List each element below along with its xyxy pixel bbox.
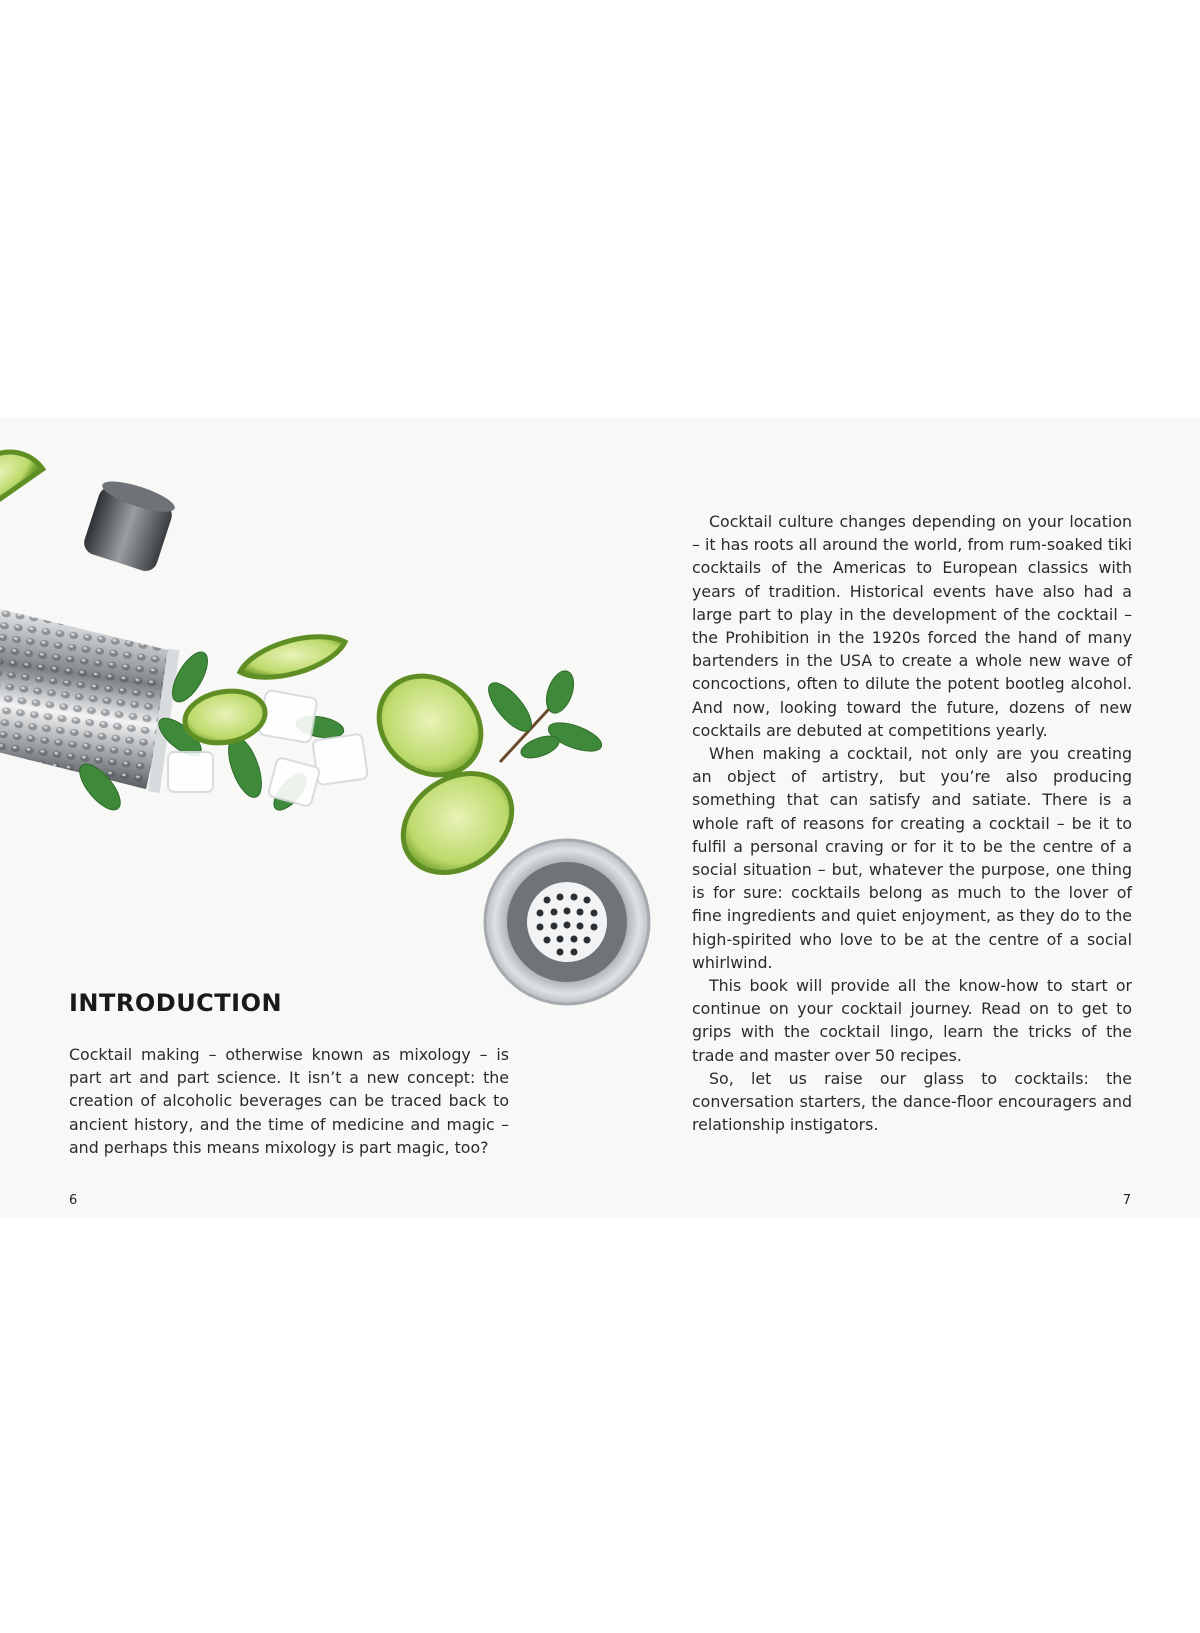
body-paragraph: This book will provide all the know-how to start or continue on your cocktail journey. Read on to get to grips with the cocktail lingo, learn the tricks of the trade and master over 50 recipes. xyxy=(692,976,1132,1065)
intro-paragraph: Cocktail making – otherwise known as mixology – is part art and part science. It isn’t a new concept: the creation of alcoholic beverages can be traced back to ancient history, and the time of medicine and magic – and perhaps this means mixology is part magic, too? xyxy=(69,1045,509,1157)
book-spread xyxy=(0,417,1200,1217)
body-paragraph: When making a cocktail, not only are you creating an object of artistry, but you’re also producing something that can satisfy and satiate. There is a whole raft of reasons for creating a cocktail – be it to fulfil a personal craving or for it to be the centre of a social situation – but, whatever the purpose, one thing is for sure: cocktails belong as much to the lover of fine ingredients and quiet enjoyment, as they do to the high-spirited who love to be at the centre of a social whirlwind. xyxy=(692,744,1132,972)
body-paragraph: So, let us raise our glass to cocktails: the conversation starters, the dance-floor encouragers and relationship instigators. xyxy=(692,1068,1132,1135)
page-title: INTRODUCTION xyxy=(69,989,283,1017)
page-number-right: 7 xyxy=(1122,1193,1131,1208)
cocktail-shaker-limes-mint-photo-icon xyxy=(0,417,700,1017)
right-page-body xyxy=(692,510,1132,1136)
body-paragraph: Cocktail culture changes depending on your location – it has roots all around the world, from rum-soaked tiki cocktails of the Americas to European classics with years of tradition. Historical events have also had a large part to play in the development of the cocktail – the Prohibition in the 1920s forced the hand of many bartenders in the USA to create a whole new wave of concoctions, often to dilute the potent bootleg alcohol. And now, looking toward the future, dozens of new cocktails are debuted at competitions yearly. xyxy=(692,512,1132,740)
page-number-left: 6 xyxy=(69,1193,78,1208)
